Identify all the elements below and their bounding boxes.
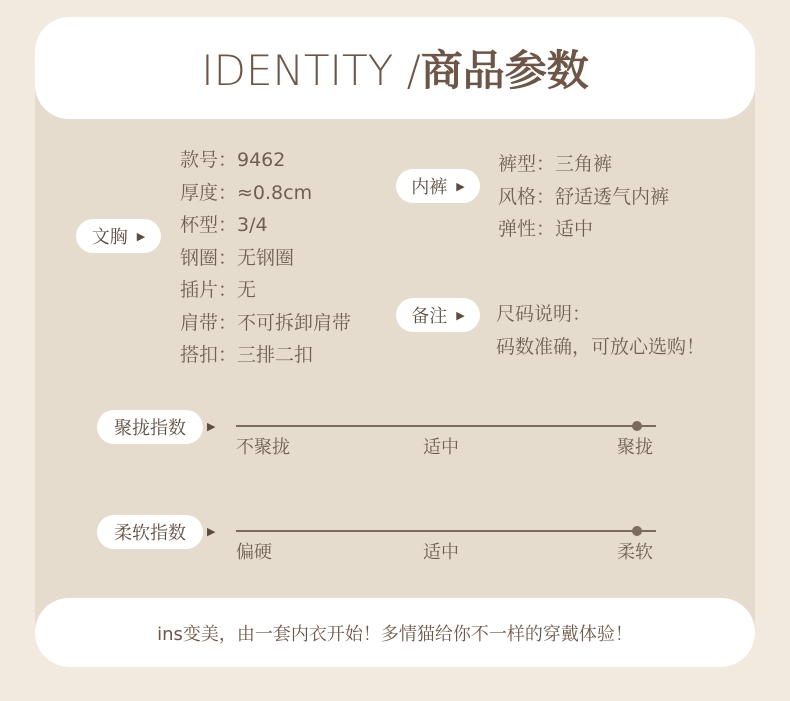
pushup-high-label: 聚拢	[617, 437, 653, 458]
title-chinese: 商品参数	[420, 46, 589, 95]
underwear-specs	[498, 148, 669, 246]
pushup-index-pill	[97, 410, 203, 444]
play-arrow-icon: ▶	[456, 308, 465, 322]
footer-slogan: ins变美，由一套内衣开始！多情猫给你不一样的穿戴体验！	[157, 623, 633, 645]
underwear-label: 内裤	[411, 177, 448, 198]
pushup-low-label: 不聚拢	[236, 437, 290, 458]
play-arrow-icon: ▶	[136, 229, 146, 243]
underwear-spec-type: 裤型：三角裤	[498, 153, 613, 175]
note-line-size: 尺码说明：	[496, 303, 592, 325]
softness-index-label: 柔软指数	[114, 523, 186, 544]
bra-spec-clasp: 搭扣：三排二扣	[180, 344, 314, 366]
underwear-pill	[396, 169, 480, 203]
title-english: IDENTITY /	[201, 46, 421, 95]
bra-spec-cup: 杯型：3/4	[180, 214, 268, 236]
bra-spec-strap: 肩带：不可拆卸肩带	[180, 311, 352, 334]
underwear-spec-elastic: 弹性：适中	[498, 218, 594, 240]
bra-specs	[180, 144, 351, 372]
play-arrow-icon: ▶	[456, 179, 465, 193]
play-arrow-icon: ▶	[207, 525, 216, 538]
note-line-accurate: 码数准确，可放心选购！	[496, 335, 706, 358]
note-text	[496, 298, 705, 363]
bra-spec-thickness: 厚度：≈0.8cm	[180, 181, 313, 204]
softness-mid-label: 适中	[423, 542, 459, 563]
note-pill	[396, 298, 480, 332]
footer-banner	[35, 598, 755, 667]
bra-spec-insert: 插片：无	[180, 279, 257, 301]
softness-low-label: 偏硬	[236, 542, 272, 563]
softness-high-label: 柔软	[617, 542, 653, 563]
pushup-scale-marker	[632, 421, 642, 431]
note-label: 备注	[411, 306, 448, 327]
page-title	[201, 38, 589, 98]
header-banner	[35, 17, 755, 119]
bra-label: 文胸	[91, 227, 128, 248]
play-arrow-icon: ▶	[207, 420, 216, 433]
bra-spec-style-no: 款号：9462	[180, 149, 286, 171]
softness-index-pill	[97, 515, 203, 549]
pushup-scale-track	[236, 425, 656, 427]
softness-scale-track	[236, 530, 656, 532]
bra-spec-wire: 钢圈：无钢圈	[180, 246, 295, 269]
pushup-mid-label: 适中	[423, 437, 459, 458]
bra-pill	[76, 219, 161, 253]
underwear-spec-style: 风格：舒适透气内裤	[498, 185, 670, 208]
pushup-index-label: 聚拢指数	[114, 418, 186, 439]
softness-scale-marker	[632, 526, 642, 536]
parameter-card	[35, 17, 755, 667]
